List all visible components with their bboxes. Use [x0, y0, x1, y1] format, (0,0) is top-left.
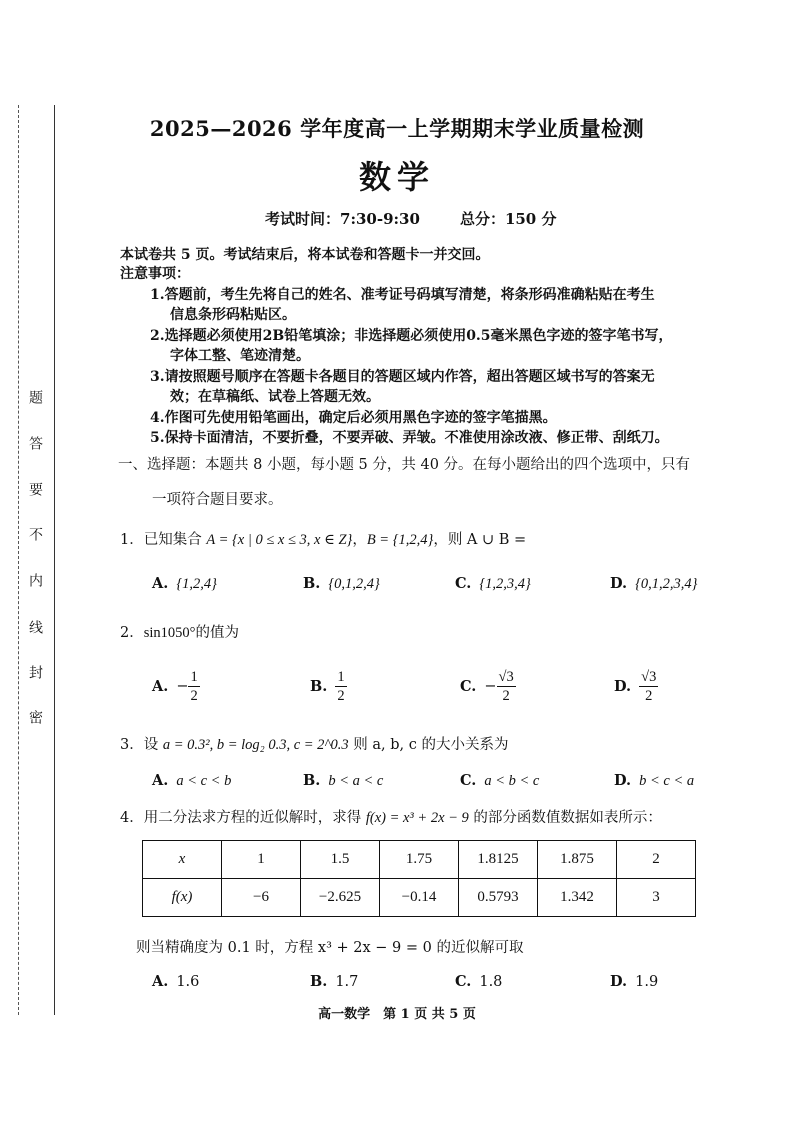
subject-title: 数学: [358, 158, 435, 196]
instruction-item: 5.保持卡面清洁，不要折叠，不要弄破、弄皱。不准使用涂改液、修正带、刮纸刀。: [150, 430, 669, 446]
question-1: [120, 530, 526, 550]
option-sign: −: [484, 678, 497, 695]
option-value: b < a < c: [328, 773, 384, 789]
option-value: 1.8: [479, 974, 503, 990]
denominator: 2: [190, 688, 198, 704]
option-a[interactable]: [152, 973, 199, 990]
binding-margin-line: [54, 105, 55, 1015]
math-expression: sin1050°: [143, 625, 196, 641]
function-value-table: [142, 840, 696, 917]
seal-char: 封: [27, 665, 43, 679]
table-cell: 3: [617, 879, 696, 917]
option-value: b < c < a: [639, 773, 695, 789]
option-letter: D.: [614, 772, 632, 789]
seal-char: 密: [27, 710, 43, 724]
question-number: 4．: [120, 810, 144, 826]
seal-char: 要: [27, 482, 43, 496]
option-letter: B.: [303, 772, 321, 789]
table-cell: 1.8125: [459, 841, 538, 879]
question-text: ，则 A ∪ B =: [433, 532, 527, 548]
page-footer: 高一数学 第 1 页 共 5 页: [318, 1007, 476, 1022]
question-3: [120, 735, 508, 755]
option-a[interactable]: [152, 575, 217, 593]
option-value: 1.7: [335, 974, 359, 990]
option-letter: A.: [152, 973, 169, 990]
numerator: 1: [190, 669, 198, 685]
exam-time: 考试时间：7:30-9:30: [265, 210, 420, 228]
table-cell: 1.5: [301, 841, 380, 879]
question-2: [120, 623, 239, 643]
fraction: [639, 668, 658, 705]
table-cell: 1: [222, 841, 301, 879]
table-cell: −2.625: [301, 879, 380, 917]
seal-char: 不: [27, 527, 43, 541]
seal-char: 线: [27, 620, 43, 634]
option-letter: C.: [455, 575, 472, 592]
option-letter: D.: [610, 575, 628, 592]
option-b[interactable]: [310, 973, 358, 990]
option-c[interactable]: [460, 668, 516, 705]
numerator: √3: [641, 669, 657, 685]
option-value: a < b < c: [484, 773, 540, 789]
question-text: 设: [143, 737, 163, 753]
instruction-item: 信息条形码粘贴区。: [170, 307, 296, 323]
question-number: 3．: [120, 737, 144, 753]
option-a[interactable]: [152, 668, 200, 705]
option-value: 1.6: [176, 974, 200, 990]
option-value: a < c < b: [176, 773, 232, 789]
instruction-item: 效；在草稿纸、试卷上答题无效。: [170, 389, 380, 405]
option-letter: B.: [303, 575, 321, 592]
option-value: {0,1,2,3,4}: [635, 576, 698, 592]
question-text: 则 a, b, c 的大小关系为: [348, 737, 509, 753]
question-number: 2．: [120, 625, 144, 641]
instruction-item: 1.答题前，考生先将自己的姓名、准考证号码填写清楚，将条形码准确粘贴在考生: [150, 287, 655, 303]
math-expression: A = {x | 0 ≤ x ≤ 3, x ∈ Z}: [206, 532, 353, 548]
denominator: 2: [645, 688, 653, 704]
option-c[interactable]: [460, 772, 539, 790]
section-heading: 一、选择题：本题共 8 小题，每小题 5 分，共 40 分。在每小题给出的四个选项中，只有: [118, 457, 691, 473]
instruction-item: 字体工整、笔迹清楚。: [170, 348, 310, 364]
table-cell: 2: [617, 841, 696, 879]
table-row: [143, 841, 696, 879]
option-value: {0,1,2,4}: [328, 576, 380, 592]
option-letter: A.: [152, 575, 169, 592]
binding-cut-line: [18, 105, 19, 1015]
math-expression: f(x) = x³ + 2x − 9: [365, 810, 469, 826]
option-letter: C.: [460, 772, 477, 789]
section-heading-cont: 一项符合题目要求。: [152, 492, 283, 508]
option-value: 1.9: [635, 974, 659, 990]
total-score: 总分：150 分: [459, 210, 557, 228]
table-row: [143, 879, 696, 917]
question-4: [120, 808, 662, 828]
table-cell: 1.342: [538, 879, 617, 917]
numerator: √3: [498, 669, 514, 685]
option-letter: C.: [455, 973, 472, 990]
instruction-item: 3.请按照题号顺序在答题卡各题目的答题区域内作答，超出答题区域书写的答案无: [150, 369, 655, 385]
question-4-followup: 则当精确度为 0.1 时，方程 x³ + 2x − 9 = 0 的近似解可取: [136, 940, 524, 956]
option-c[interactable]: [455, 575, 531, 593]
option-c[interactable]: [455, 973, 502, 990]
question-text: 已知集合: [143, 532, 207, 548]
option-d[interactable]: [610, 575, 697, 593]
option-sign: −: [176, 678, 189, 695]
option-letter: D.: [610, 973, 628, 990]
seal-char: 题: [27, 390, 43, 404]
option-d[interactable]: [610, 973, 658, 990]
option-d[interactable]: [614, 772, 694, 790]
option-value: {1,2,4}: [176, 576, 217, 592]
table-cell: 1.875: [538, 841, 617, 879]
table-cell: 0.5793: [459, 879, 538, 917]
question-number: 1．: [120, 532, 144, 548]
fraction: [335, 668, 346, 705]
denominator: 2: [337, 688, 345, 704]
instruction-item: 2.选择题必须使用2B铅笔填涂；非选择题必须使用0.5毫米黑色字迹的签字笔书写，: [150, 328, 673, 344]
question-text: 用二分法求方程的近似解时，求得: [143, 810, 366, 826]
table-header-cell: x: [143, 841, 222, 879]
table-cell: −0.14: [380, 879, 459, 917]
question-text: 的值为: [195, 625, 239, 641]
option-letter: D.: [614, 677, 632, 695]
table-header-cell: f(x): [143, 879, 222, 917]
option-b[interactable]: [310, 668, 347, 705]
instruction-item: 4.作图可先使用铅笔画出，确定后必须用黑色字迹的签字笔描黑。: [150, 410, 557, 426]
exam-info: [265, 208, 596, 229]
exam-title: 2025—2026 学年度高一上学期期末学业质量检测: [149, 116, 645, 141]
numerator: 1: [337, 669, 345, 685]
table-cell: −6: [222, 879, 301, 917]
option-letter: C.: [460, 677, 477, 695]
instructions-intro: 本试卷共 5 页。考试结束后，将本试卷和答题卡一并交回。: [120, 247, 490, 263]
fraction: [497, 668, 516, 705]
seal-char: 内: [27, 573, 43, 587]
instructions-label: 注意事项：: [120, 266, 190, 282]
math-expression: B = {1,2,4}: [366, 532, 434, 548]
option-letter: A.: [152, 772, 169, 789]
question-text: 的部分函数值数据如表所示：: [468, 810, 662, 826]
denominator: 2: [502, 688, 510, 704]
seal-char: 答: [27, 436, 43, 450]
math-expression: a = 0.3², b = log₂ 0.3, c = 2^0.3: [162, 737, 349, 753]
option-d[interactable]: [614, 668, 658, 705]
option-letter: A.: [152, 677, 169, 695]
table-cell: 1.75: [380, 841, 459, 879]
fraction: [188, 668, 199, 705]
option-b[interactable]: [303, 772, 383, 790]
option-letter: B.: [310, 973, 328, 990]
option-letter: B.: [310, 677, 328, 695]
option-a[interactable]: [152, 772, 231, 790]
option-value: {1,2,3,4}: [479, 576, 531, 592]
option-b[interactable]: [303, 575, 380, 593]
question-text: ，: [352, 532, 367, 548]
